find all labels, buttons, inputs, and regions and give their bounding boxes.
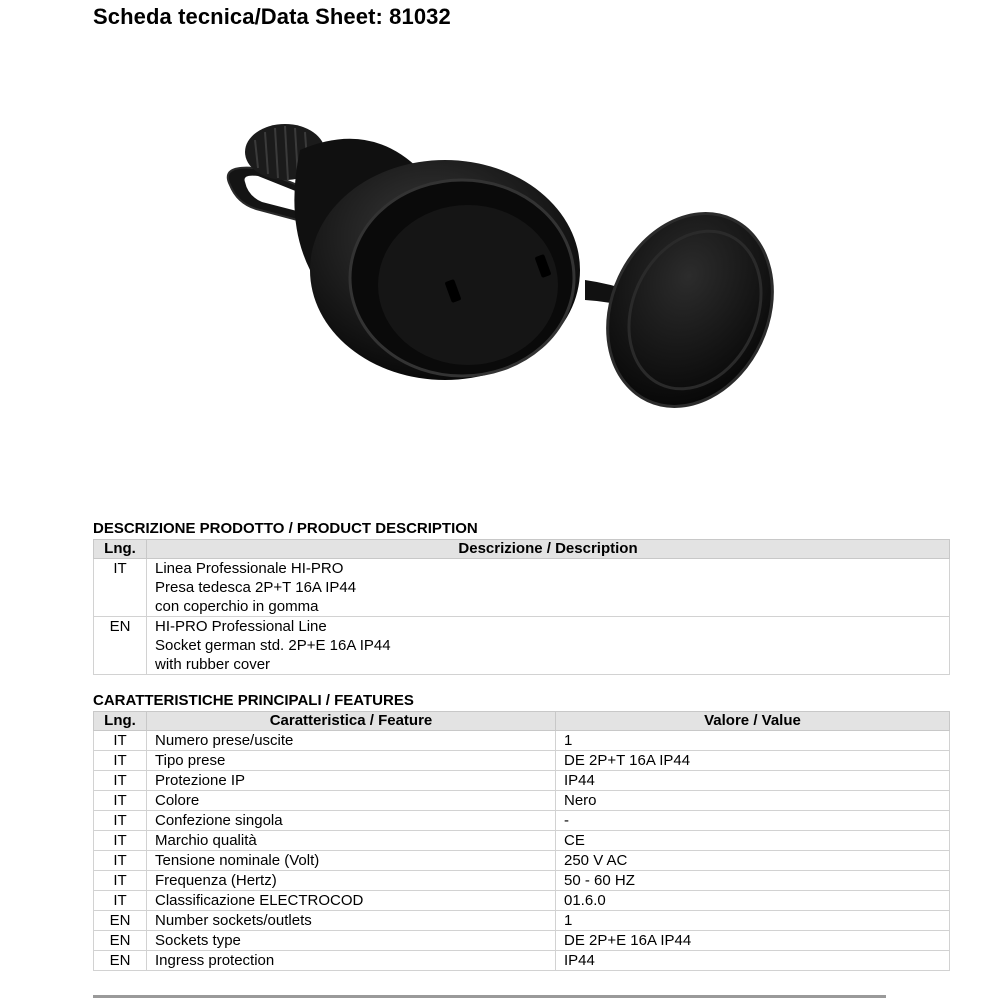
value-header: Valore / Value xyxy=(556,712,950,731)
lng-cell: IT xyxy=(94,851,147,871)
value-cell: DE 2P+T 16A IP44 xyxy=(556,751,950,771)
description-heading: DESCRIZIONE PRODOTTO / PRODUCT DESCRIPTION xyxy=(93,520,478,537)
value-cell: 1 xyxy=(556,731,950,751)
table-row xyxy=(94,771,950,791)
lng-cell: IT xyxy=(94,751,147,771)
lng-cell: IT xyxy=(94,871,147,891)
feature-cell: Frequenza (Hertz) xyxy=(147,871,556,891)
features-table xyxy=(93,711,950,971)
description-header: Descrizione / Description xyxy=(147,540,950,559)
table-row xyxy=(94,811,950,831)
value-cell: 1 xyxy=(556,911,950,931)
table-row xyxy=(94,831,950,851)
feature-cell: Confezione singola xyxy=(147,811,556,831)
value-cell: DE 2P+E 16A IP44 xyxy=(556,931,950,951)
features-header-row xyxy=(94,712,950,731)
feature-cell: Protezione IP xyxy=(147,771,556,791)
lng-cell: EN xyxy=(94,911,147,931)
feature-cell: Colore xyxy=(147,791,556,811)
value-cell: 01.6.0 xyxy=(556,891,950,911)
lng-cell: IT xyxy=(94,791,147,811)
table-row xyxy=(94,617,950,675)
feature-cell: Marchio qualità xyxy=(147,831,556,851)
lng-cell: IT xyxy=(94,831,147,851)
value-cell: 250 V AC xyxy=(556,851,950,871)
table-row xyxy=(94,871,950,891)
feature-cell: Ingress protection xyxy=(147,951,556,971)
feature-cell: Numero prese/uscite xyxy=(147,731,556,751)
value-cell: IP44 xyxy=(556,951,950,971)
description-line: Presa tedesca 2P+T 16A IP44 xyxy=(155,579,357,596)
table-row xyxy=(94,731,950,751)
table-row xyxy=(94,931,950,951)
table-row xyxy=(94,851,950,871)
feature-cell: Sockets type xyxy=(147,931,556,951)
feature-cell: Number sockets/outlets xyxy=(147,911,556,931)
description-line: with rubber cover xyxy=(155,656,271,673)
value-cell: 50 - 60 HZ xyxy=(556,871,950,891)
feature-cell: Tensione nominale (Volt) xyxy=(147,851,556,871)
table-row xyxy=(94,891,950,911)
description-table xyxy=(93,539,950,675)
lng-cell: EN xyxy=(94,617,147,675)
footer-divider xyxy=(93,995,886,998)
description-cell xyxy=(147,559,950,617)
lng-header: Lng. xyxy=(94,540,147,559)
lng-cell: IT xyxy=(94,559,147,617)
value-cell: - xyxy=(556,811,950,831)
description-cell xyxy=(147,617,950,675)
description-header-row xyxy=(94,540,950,559)
value-cell: Nero xyxy=(556,791,950,811)
lng-cell: IT xyxy=(94,891,147,911)
table-row xyxy=(94,911,950,931)
description-line: Linea Professionale HI-PRO xyxy=(155,560,344,577)
lng-cell: IT xyxy=(94,731,147,751)
lng-cell: EN xyxy=(94,951,147,971)
value-cell: CE xyxy=(556,831,950,851)
lng-cell: IT xyxy=(94,811,147,831)
lng-cell: IT xyxy=(94,771,147,791)
description-line: Socket german std. 2P+E 16A IP44 xyxy=(155,637,391,654)
feature-cell: Classificazione ELECTROCOD xyxy=(147,891,556,911)
table-row xyxy=(94,559,950,617)
description-line: HI-PRO Professional Line xyxy=(155,618,327,635)
lng-header: Lng. xyxy=(94,712,147,731)
feature-header: Caratteristica / Feature xyxy=(147,712,556,731)
description-line: con coperchio in gomma xyxy=(155,598,319,615)
page-title: Scheda tecnica/Data Sheet: 81032 xyxy=(93,4,451,29)
table-row xyxy=(94,791,950,811)
lng-cell: EN xyxy=(94,931,147,951)
table-row xyxy=(94,951,950,971)
feature-cell: Tipo prese xyxy=(147,751,556,771)
features-heading: CARATTERISTICHE PRINCIPALI / FEATURES xyxy=(93,692,414,709)
table-row xyxy=(94,751,950,771)
value-cell: IP44 xyxy=(556,771,950,791)
product-photo xyxy=(200,110,790,440)
